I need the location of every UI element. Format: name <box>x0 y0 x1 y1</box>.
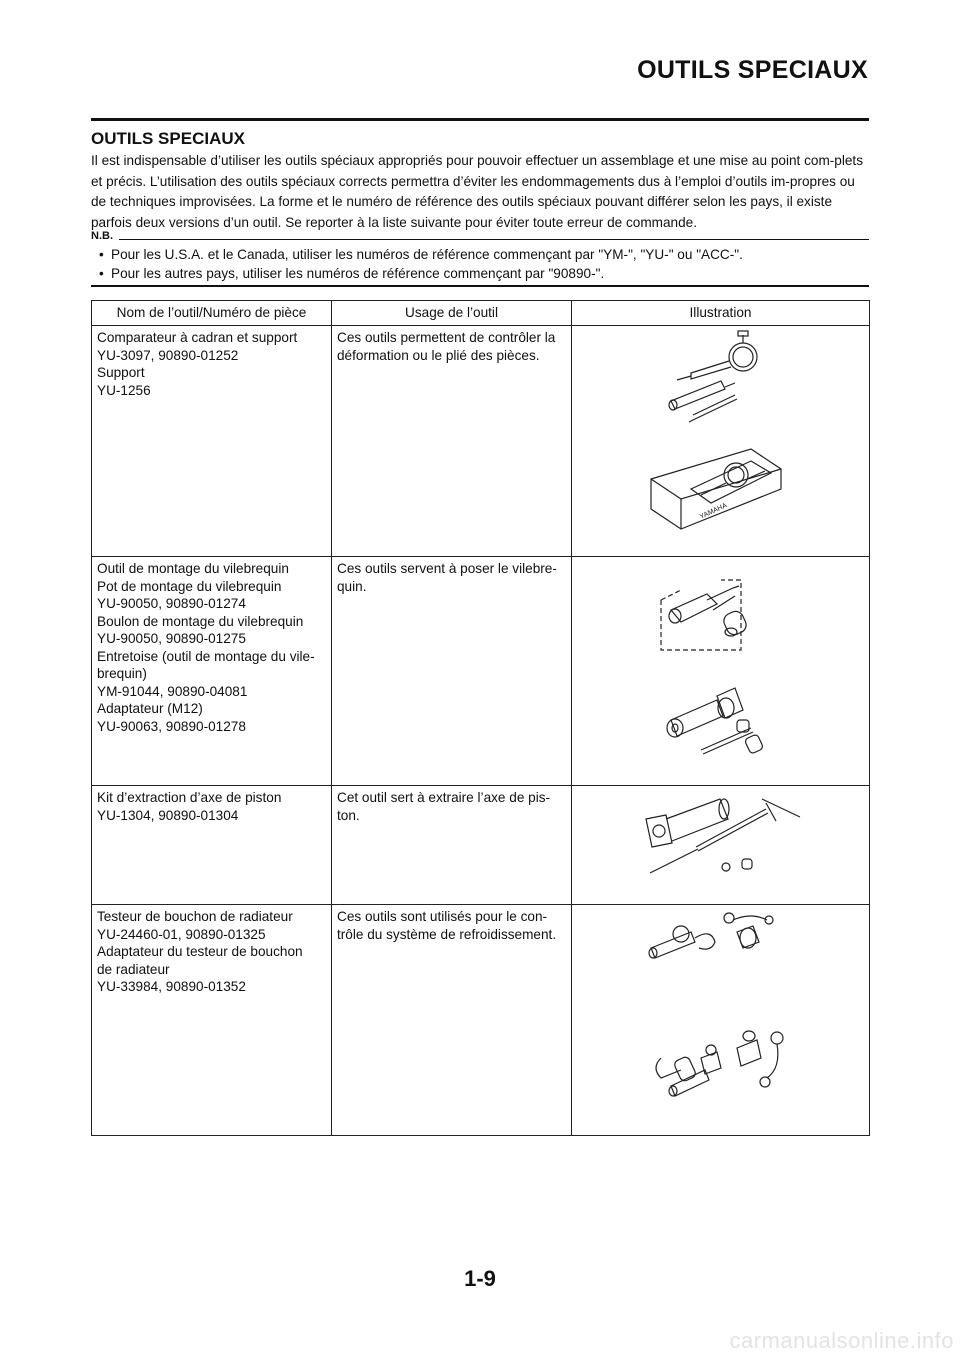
note-item: • Pour les U.S.A. et le Canada, utiliser les numéros de référence commençant par "YM-", "YU-" ou "ACC-". <box>99 246 743 265</box>
tool-usage-line: quin. <box>337 578 367 594</box>
tool-usage-line: Ces outils permettent de contrôler la <box>337 330 556 345</box>
tool-usage-line: déformation ou le plié des pièces. <box>337 347 540 363</box>
header-tool-name: Nom de l’outil/Numéro de pièce <box>92 301 332 326</box>
tool-name-cell <box>92 557 332 786</box>
tool-usage-line: trôle du système de refroidissement. <box>337 926 557 942</box>
tool-name-line: YU-24460-01, 90890-01325 <box>97 926 266 942</box>
tool-name-line: Entretoise (outil de montage du vile- <box>97 648 315 664</box>
note-end-rule <box>91 285 869 287</box>
tool-name-line: YU-90050, 90890-01274 <box>97 596 246 611</box>
footer-watermark[interactable]: carmanualsonline.info <box>729 1328 954 1353</box>
tool-name-line: YU-33984, 90890-01352 <box>97 979 246 994</box>
tool-name-cell <box>92 905 332 1136</box>
tool-name-line: brequin) <box>97 666 147 681</box>
tool-usage-cell <box>332 326 572 557</box>
tool-name-line: Kit d’extraction d’axe de piston <box>97 790 282 805</box>
page-header-title: OUTILS SPECIAUX <box>637 56 868 84</box>
special-tools-table <box>91 300 870 1136</box>
tool-name-cell <box>92 786 332 905</box>
note-rule <box>119 239 869 240</box>
illustration-cell <box>572 786 870 905</box>
header-rule <box>91 118 869 121</box>
tool-name-line: Boulon de montage du vilebrequin <box>97 613 304 629</box>
dial-gauge-and-stand-illustration <box>631 329 811 549</box>
tool-name-line: Adaptateur du testeur de bouchon <box>97 944 303 959</box>
table-row <box>92 905 870 1136</box>
tool-usage-line: Ces outils servent à poser le vilebre- <box>337 561 557 576</box>
tool-usage-line: ton. <box>337 807 360 823</box>
note-header <box>91 230 869 244</box>
crankshaft-installer-illustration <box>651 560 791 770</box>
tool-usage-cell <box>332 557 572 786</box>
tool-name-line: YU-90063, 90890-01278 <box>97 718 246 734</box>
tool-name-line: Adaptateur (M12) <box>97 701 203 716</box>
tool-name-line: YU-90050, 90890-01275 <box>97 631 246 646</box>
note-label: N.B. <box>91 230 117 242</box>
illustration-cell <box>572 557 870 786</box>
tool-usage-cell <box>332 786 572 905</box>
tool-name-line: Support <box>97 365 145 380</box>
section-title: OUTILS SPECIAUX <box>91 129 245 148</box>
tool-name-line: Testeur de bouchon de radiateur <box>97 909 293 924</box>
tool-name-cell <box>92 326 332 557</box>
tool-name-line: YU-1256 <box>97 382 151 398</box>
tool-name-line: YU-1304, 90890-01304 <box>97 807 239 823</box>
header-tool-usage: Usage de l’outil <box>332 301 572 326</box>
tool-usage-line: Cet outil sert à extraire l’axe de pis- <box>337 790 551 805</box>
tool-name-line: de radiateur <box>97 961 170 977</box>
table-row <box>92 326 870 557</box>
tool-name-line: Comparateur à cadran et support <box>97 330 298 345</box>
illustration-cell <box>572 326 870 557</box>
illustration-cell <box>572 905 870 1136</box>
piston-pin-puller-illustration <box>636 789 806 889</box>
table-row <box>92 786 870 905</box>
table-row <box>92 557 870 786</box>
tool-name-line: YM-91044, 90890-04081 <box>97 683 248 699</box>
tool-name-line: Outil de montage du vilebrequin <box>97 561 289 576</box>
page-number: 1-9 <box>464 1266 496 1291</box>
tool-name-line: Pot de montage du vilebrequin <box>97 578 282 594</box>
radiator-cap-tester-illustration <box>641 908 801 1108</box>
svg-text:YAMAHA: YAMAHA <box>698 502 728 521</box>
header-illustration: Illustration <box>572 301 870 326</box>
note-list <box>99 246 743 283</box>
note-item: • Pour les autres pays, utiliser les numéros de référence commençant par "90890-". <box>99 265 743 284</box>
table-header-row <box>92 301 870 326</box>
intro-paragraph: Il est indispensable d’utiliser les outils spéciaux appropriés pour pouvoir effectuer un assemblage et une mise au point com-plets et précis. L’utilisation des outils spéciaux corrects permettra d’éviter les endommagements dus à l’emploi d’outils im-propres ou de techniques improvisées. La forme et le numéro de référence des outils spéciaux pouvant différer selon les pays, il existe parfois deux versions d’un outil. Se reporter à la liste suivante pour éviter toute erreur de commande. <box>91 153 864 230</box>
tool-usage-line: Ces outils sont utilisés pour le con- <box>337 909 548 924</box>
tool-usage-cell <box>332 905 572 1136</box>
tool-name-line: YU-3097, 90890-01252 <box>97 347 239 363</box>
